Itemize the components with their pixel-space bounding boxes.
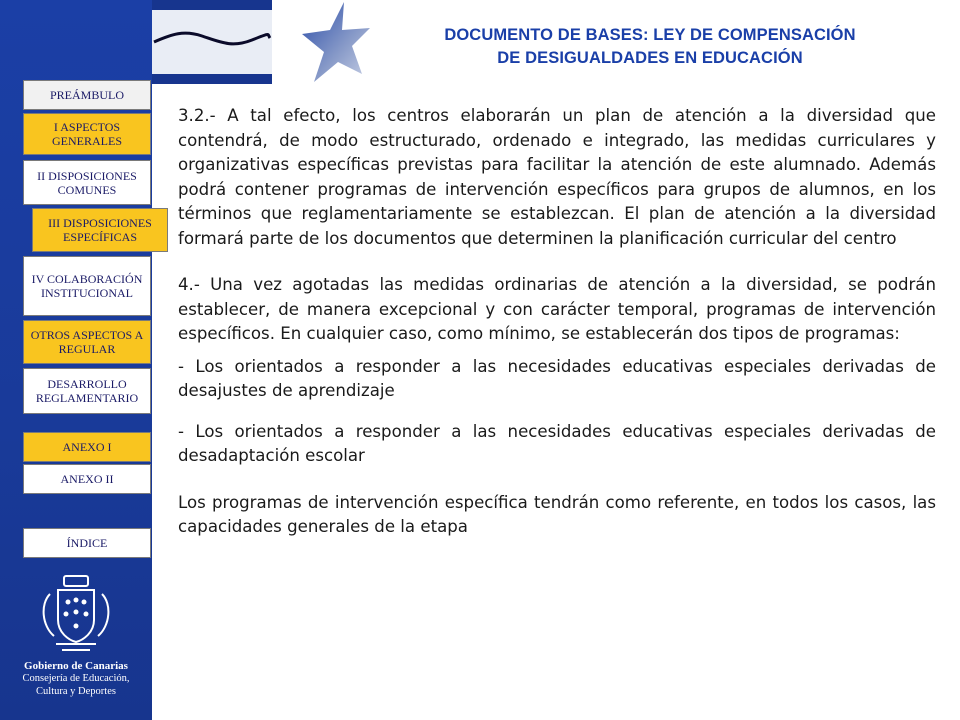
paragraph-3-2: 3.2.- A tal efecto, los centros elaborarán un plan de atención a la diversidad que contendrá, de modo estructurado, ordenado e integrado, las medidas curriculares y organizativas específicas previstas para facilitar la atención de este alumnado. Además podrá contener programas de intervención específicos para grupos de alumnos, en los términos que reglamentariamente se establezcan. El plan de atención a la diversidad formará parte de los documentos que determinen la planificación curricular del centro [178, 106, 936, 248]
logo-dept-line-1: Consejería de Educación, [22, 673, 130, 684]
nav-otros-aspectos-label: OTROS ASPECTOS A REGULAR [30, 328, 144, 356]
nav-aspectos-generales-label: I ASPECTOS GENERALES [52, 120, 122, 148]
nav-colaboracion-institucional-button[interactable] [23, 256, 151, 316]
nav-preambulo-button[interactable] [23, 80, 151, 110]
nav-disposiciones-especificas-label: III DISPOSICIONES ESPECÍFICAS [48, 216, 152, 244]
header-wave-graphic [152, 0, 272, 84]
nav-anexo-ii-button[interactable] [23, 464, 151, 494]
logo-org-name: Gobierno de Canarias [24, 660, 128, 672]
nav-aspectos-generales-button[interactable] [23, 113, 151, 155]
government-logo [0, 574, 152, 714]
header-star-graphic [272, 0, 372, 84]
nav-disposiciones-comunes-button[interactable] [23, 160, 151, 205]
wave-icon [152, 0, 272, 84]
main-content [178, 104, 936, 562]
nav-anexo-i-label: ANEXO I [62, 440, 112, 454]
page-title-line-2: DE DESIGUALDADES EN EDUCACIÓN [497, 49, 803, 67]
list-item-desajustes: - Los orientados a responder a las necesidades educativas especiales derivadas de desajustes de aprendizaje [178, 356, 936, 400]
nav-disposiciones-especificas-button[interactable] [32, 208, 168, 252]
list-item-desadaptacion: - Los orientados a responder a las necesidades educativas especiales derivadas de desadaptación escolar [178, 421, 936, 465]
nav-otros-aspectos-button[interactable] [23, 320, 151, 364]
logo-dept-line-2: Cultura y Deportes [36, 686, 116, 697]
page-title-line-1: DOCUMENTO DE BASES: LEY DE COMPENSACIÓN [444, 26, 856, 44]
page-title [372, 24, 928, 70]
nav-disposiciones-comunes-label: II DISPOSICIONES COMUNES [37, 168, 137, 197]
paragraph-4: 4.- Una vez agotadas las medidas ordinarias de atención a la diversidad, se podrán establecer, de manera excepcional y con carácter temporal, programas de intervención específicos. En cualquier caso, como mínimo, se establecerán dos tipos de programas: [178, 275, 936, 343]
nav-indice-label: ÍNDICE [66, 536, 108, 550]
nav-preambulo-label: PREÁMBULO [49, 88, 124, 102]
nav-colaboracion-institucional-label: IV COLABORACIÓN INSTITUCIONAL [31, 272, 143, 300]
coat-of-arms-icon [36, 574, 116, 654]
nav-desarrollo-reglamentario-button[interactable] [23, 368, 151, 414]
nav-desarrollo-reglamentario-label: DESARROLLO REGLAMENTARIO [35, 377, 139, 405]
star-icon [272, 0, 372, 84]
nav-anexo-i-button[interactable] [23, 432, 151, 462]
nav-indice-button[interactable] [23, 528, 151, 558]
paragraph-programas: Los programas de intervención específica tendrán como referente, en todos los casos, las capacidades generales de la etapa [178, 492, 936, 536]
nav-anexo-ii-label: ANEXO II [60, 472, 114, 486]
